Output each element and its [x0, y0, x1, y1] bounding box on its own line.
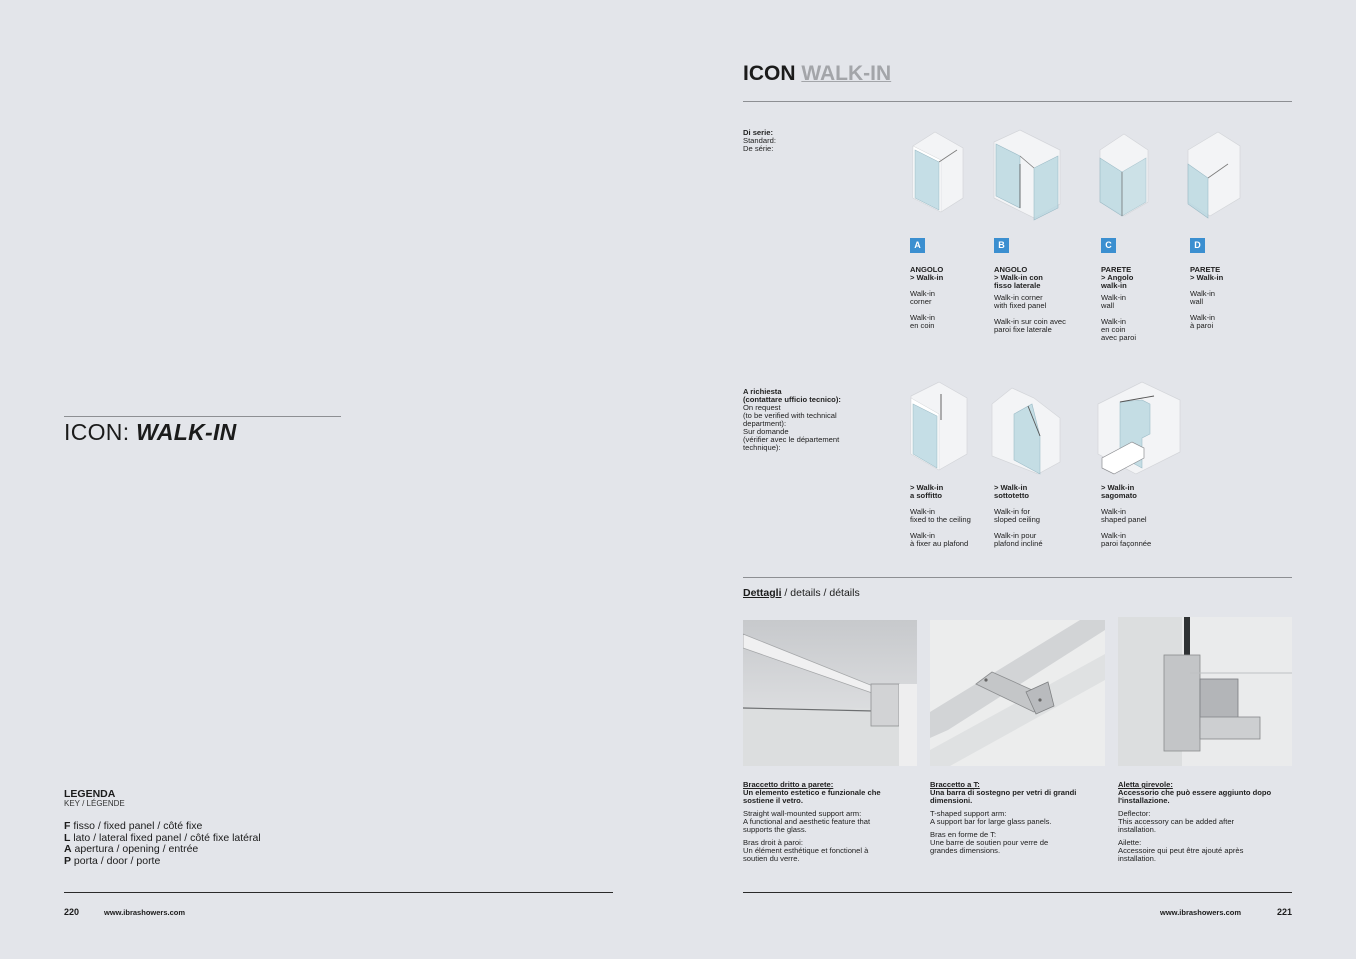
title-rule [64, 416, 341, 417]
caption-deflector: Aletta girevole: Accessorio che può essere aggiunto dopo l'installazione. Deflector: This accessory can be added after installation. Ailette: Accessoire qui peut être ajouté après installation. [1118, 780, 1272, 863]
option-badge-a: A [910, 238, 925, 253]
legend-subtitle: KEY / LÉGENDE [64, 799, 125, 808]
caption-straight-arm: Braccetto dritto a parete: Un elemento estetico e funzionale che sostiene il vetro. Straight wall-mounted support arm: A functional and aesthetic feature that supports the glass. Bras droit à paroi: Un élément esthétique et fonctionel à soutien du verre. [743, 780, 881, 863]
diagram-walkin-corner-fixed-panel [990, 128, 1062, 222]
details-heading: Dettagli / details / détails [743, 587, 860, 599]
header-rule [743, 101, 1292, 102]
option-b-text: ANGOLO > Walk-in con fisso laterale Walk-in corner with fixed panel Walk-in sur coin avec paroi fixe laterale [994, 265, 1066, 334]
legend-item: P porta / door / porte [64, 854, 161, 867]
legend-item: L lato / lateral fixed panel / côté fixe latéral [64, 831, 261, 844]
section-title: ICON: WALK-IN [64, 419, 237, 445]
diagram-wall-walkin [1184, 128, 1242, 220]
photo-straight-support-arm [743, 620, 917, 766]
page-number-right: 221 [1277, 907, 1293, 917]
diagram-wall-corner-walkin [1096, 128, 1152, 218]
option-badge-b: B [994, 238, 1009, 253]
legend-list [64, 821, 261, 867]
details-rule [743, 577, 1292, 578]
on-request-label: A richiesta (contattare ufficio tecnico): On request (to be verified with technical department): Sur domande (vérifier avec le département technique): [743, 387, 841, 452]
website-link-right[interactable]: www.ibrashowers.com [1160, 908, 1241, 917]
request-option-ceiling-text: > Walk-in a soffitto Walk-in fixed to the ceiling Walk-in à fixer au plafond [910, 483, 971, 548]
page-title: ICON WALK-IN [743, 62, 892, 85]
website-link-left[interactable]: www.ibrashowers.com [104, 908, 185, 917]
request-option-sloped-text: > Walk-in sottotetto Walk-in for sloped ceiling Walk-in pour plafond incliné [994, 483, 1043, 548]
option-badge-d: D [1190, 238, 1205, 253]
diagram-walkin-sloped-ceiling [990, 384, 1062, 476]
caption-t-arm: Braccetto a T: Una barra di sostegno per vetri di grandi dimensioni. T-shaped support arm: A support bar for large glass panels. Bras en forme de T: Une barre de soutien pour verre de grandes dimensions. [930, 780, 1077, 855]
page-number-left: 220 [64, 907, 80, 917]
request-option-shaped-text: > Walk-in sagomato Walk-in shaped panel Walk-in paroi façonnée [1101, 483, 1152, 548]
diagram-walkin-shaped-panel [1096, 380, 1182, 476]
photo-deflector [1118, 617, 1292, 766]
footer-rule-left [64, 892, 613, 893]
legend-item: A apertura / opening / entrée [64, 843, 199, 855]
option-d-text: PARETE > Walk-in Walk-in wall Walk-in à paroi [1190, 265, 1224, 330]
photo-t-support-arm [930, 620, 1105, 766]
option-c-text: PARETE > Angolo walk-in Walk-in wall Walk-in en coin avec paroi [1101, 265, 1137, 342]
option-a-text: ANGOLO > Walk-in Walk-in corner Walk-in en coin [910, 265, 944, 330]
standard-label: Di serie: Standard: De série: [743, 128, 776, 153]
legend-item: F fisso / fixed panel / côté fixe [64, 820, 203, 832]
diagram-walkin-corner [905, 128, 967, 214]
legend-title: LEGENDA [64, 788, 116, 800]
option-badge-c: C [1101, 238, 1116, 253]
diagram-walkin-ceiling [905, 380, 969, 474]
footer-rule-right [743, 892, 1292, 893]
